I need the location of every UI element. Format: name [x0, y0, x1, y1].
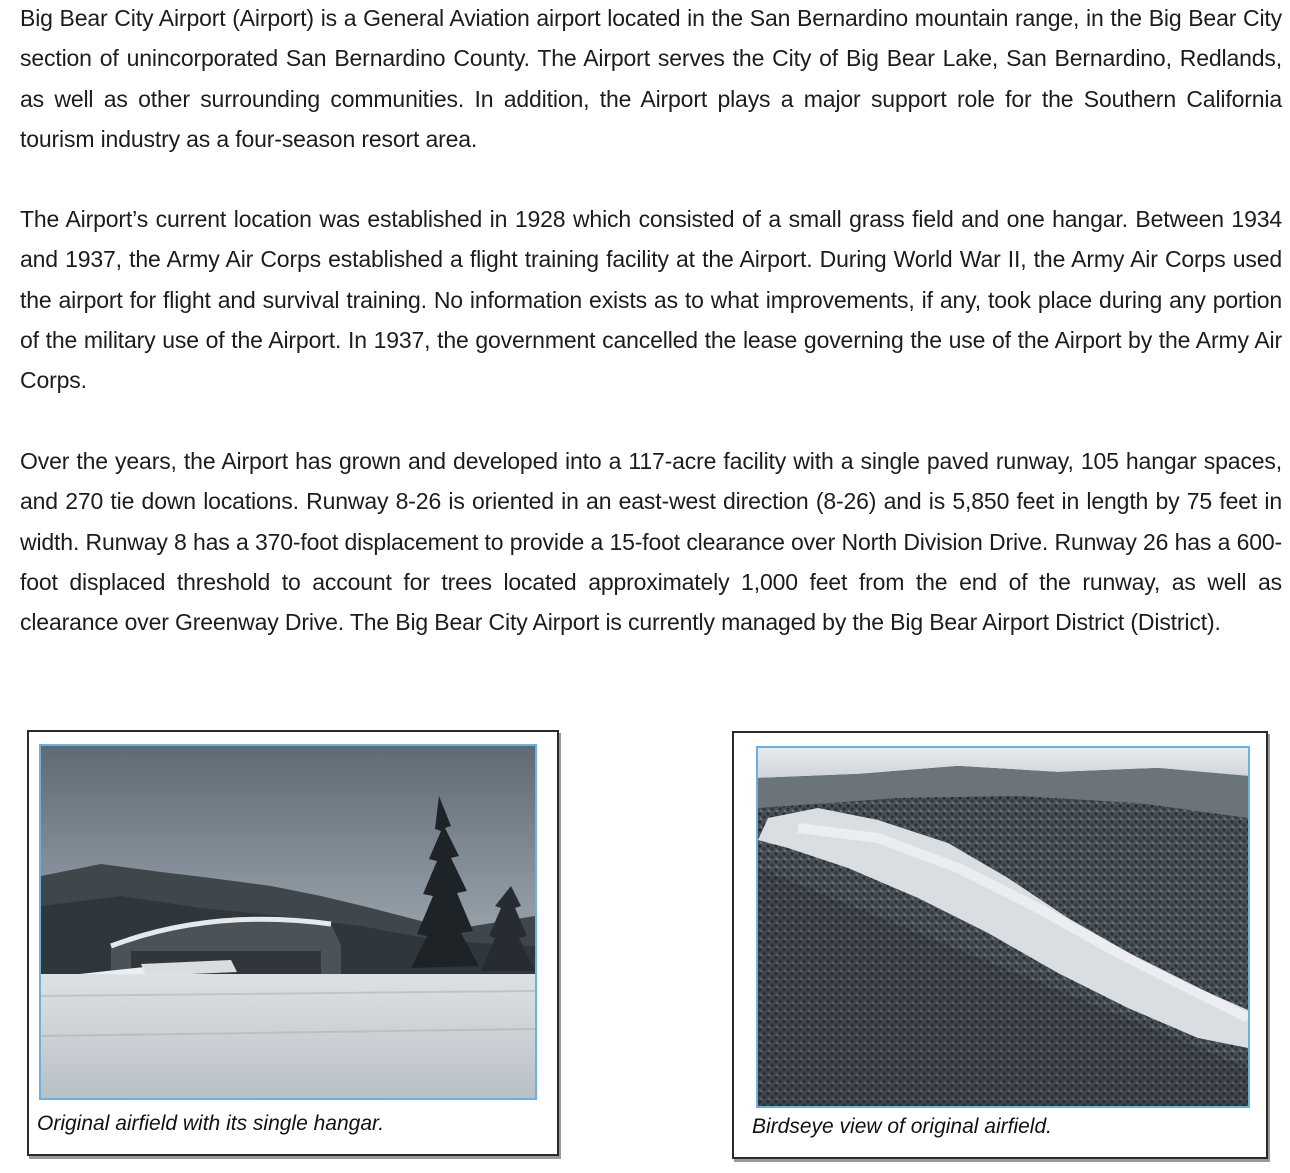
figure-caption-original-airfield: Original airfield with its single hangar. [37, 1112, 385, 1135]
figure-caption-birdseye-view: Birdseye view of original airfield. [752, 1115, 1052, 1138]
photo-original-airfield-hangar [39, 744, 537, 1100]
paragraph-airport-facilities: Over the years, the Airport has grown and developed into a 117-acre facility with a single paved runway, 105 hangar spaces, and 270 tie down locations. Runway 8-26 is oriented in an east-west direction (8-26) and is 5,850 feet in length by 75 feet in width. Runway 8 has a 370-foot displacement to provide a 15-foot clearance over North Division Drive. Runway 26 has a 600-foot displaced threshold to account for trees located approximately 1,000 feet from the end of the runway, as well as clearance over Greenway Drive. The Big Bear City Airport is currently managed by the Big Bear Airport District (District). [20, 448, 1282, 636]
figure-birdseye-view [732, 731, 1268, 1159]
figure-original-airfield [27, 730, 559, 1156]
aerial-photo-image [758, 748, 1248, 1106]
paragraph-airport-history: The Airport’s current location was established in 1928 which consisted of a small grass field and one hangar. Between 1934 and 1937, the Army Air Corps established a flight training facility at the Airport. During World War II, the Army Air Corps used the airport for flight and survival training. No information exists as to what improvements, if any, took place during any portion of the military use of the Airport. In 1937, the government cancelled the lease governing the use of the Airport by the Army Air Corps. [20, 206, 1282, 394]
hangar-photo-image [41, 746, 535, 1098]
paragraph-airport-overview: Big Bear City Airport (Airport) is a General Aviation airport located in the San Bernardino mountain range, in the Big Bear City section of unincorporated San Bernardino County. The Airport serves the City of Big Bear Lake, San Bernardino, Redlands, as well as other surrounding communities. In addition, the Airport plays a major support role for the Southern California tourism industry as a four-season resort area. [20, 5, 1282, 152]
photo-birdseye-airfield [756, 746, 1250, 1108]
